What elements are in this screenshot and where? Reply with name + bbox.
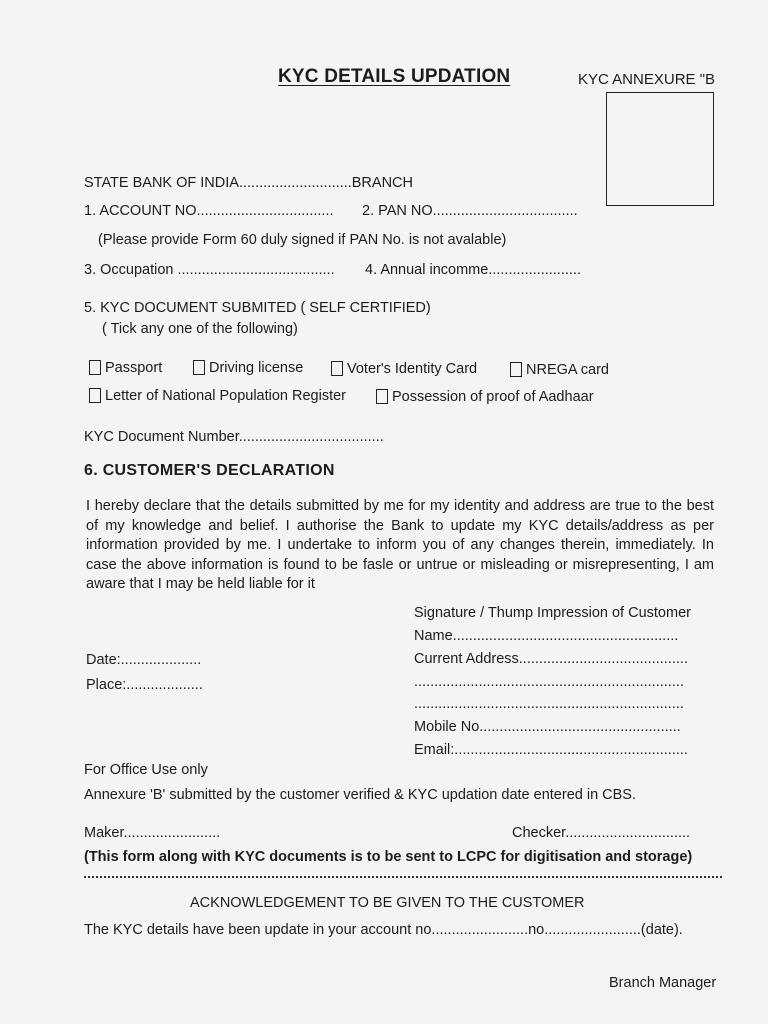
mobile-field[interactable]: Mobile No.................................................. xyxy=(414,719,681,735)
pan-no-field[interactable]: 2. PAN NO.................................... xyxy=(362,203,578,219)
account-no-field[interactable]: 1. ACCOUNT NO.................................. xyxy=(84,203,334,219)
kyc-document-number-field[interactable]: KYC Document Number.................................... xyxy=(84,429,384,445)
email-field[interactable]: Email:.......................................................... xyxy=(414,742,688,758)
driving-license-option[interactable] xyxy=(193,360,303,376)
occupation-field[interactable]: 3. Occupation ....................................... xyxy=(84,262,335,278)
photo-box xyxy=(606,92,714,206)
lcpc-note: (This form along with KYC documents is to be sent to LCPC for digitisation and storage) xyxy=(84,849,693,865)
declaration-heading: 6. CUSTOMER'S DECLARATION xyxy=(84,462,335,479)
annexure-label: KYC ANNEXURE "B xyxy=(578,71,716,88)
form-title: KYC DETAILS UPDATION xyxy=(278,66,511,87)
aadhaar-label: Possession of proof of Aadhaar xyxy=(392,389,594,405)
checker-field[interactable]: Checker............................... xyxy=(512,825,691,841)
nrega-label: NREGA card xyxy=(526,362,609,378)
current-address-field[interactable]: Current Address.......................................... xyxy=(414,651,688,667)
date-field[interactable]: Date:.................... xyxy=(86,652,202,668)
passport-checkbox[interactable] xyxy=(89,360,101,375)
passport-label: Passport xyxy=(105,360,163,376)
voter-id-checkbox[interactable] xyxy=(331,361,343,376)
voter-id-label: Voter's Identity Card xyxy=(347,361,478,377)
voter-id-option[interactable] xyxy=(331,361,477,377)
driving-license-label: Driving license xyxy=(209,360,304,376)
annual-income-field[interactable]: 4. Annual incomme....................... xyxy=(365,262,581,278)
npr-letter-checkbox[interactable] xyxy=(89,388,101,403)
form60-note: (Please provide Form 60 duly signed if PAN No. is not avalable) xyxy=(98,232,507,248)
acknowledgement-heading: ACKNOWLEDGEMENT TO BE GIVEN TO THE CUSTOMER xyxy=(190,895,585,911)
office-use-heading: For Office Use only xyxy=(84,762,208,778)
kyc-document-heading: 5. KYC DOCUMENT SUBMITED ( SELF CERTIFIED) xyxy=(84,300,431,316)
driving-license-checkbox[interactable] xyxy=(193,360,205,375)
maker-field[interactable]: Maker........................ xyxy=(84,825,221,841)
nrega-option[interactable] xyxy=(510,362,609,378)
branch-manager-label: Branch Manager xyxy=(609,975,717,991)
name-field[interactable]: Name........................................................ xyxy=(414,628,679,644)
passport-option[interactable] xyxy=(89,360,162,376)
nrega-checkbox[interactable] xyxy=(510,362,522,377)
aadhaar-checkbox[interactable] xyxy=(376,389,388,404)
npr-letter-label: Letter of National Population Register xyxy=(105,388,347,404)
address-line-2[interactable]: ................................................................... xyxy=(414,674,684,690)
address-line-3[interactable]: ................................................................... xyxy=(414,696,684,712)
branch-field[interactable]: STATE BANK OF INDIA............................BRANCH xyxy=(84,175,413,191)
aadhaar-option[interactable] xyxy=(376,389,594,405)
acknowledgement-text: The KYC details have been update in your account no........................no........................(date). xyxy=(84,922,683,938)
tear-line xyxy=(84,876,722,878)
signature-label: Signature / Thump Impression of Customer xyxy=(414,605,691,621)
tick-note: ( Tick any one of the following) xyxy=(102,321,298,337)
annexure-note: Annexure 'B' submitted by the customer verified & KYC updation date entered in CBS. xyxy=(84,787,637,803)
place-field[interactable]: Place:................... xyxy=(86,677,203,693)
npr-letter-option[interactable] xyxy=(89,388,346,404)
declaration-text: I hereby declare that the details submitted by me for my identity and address are true to the best of my knowledge and belief. I authorise the Bank to update my KYC details/address as per information provided by me. I undertake to inform you of any changes therein, immediately. In case the above information is found to be fasle or untrue or misleading or misrepresenting, I am aware that I may be held liable for it xyxy=(86,498,714,592)
